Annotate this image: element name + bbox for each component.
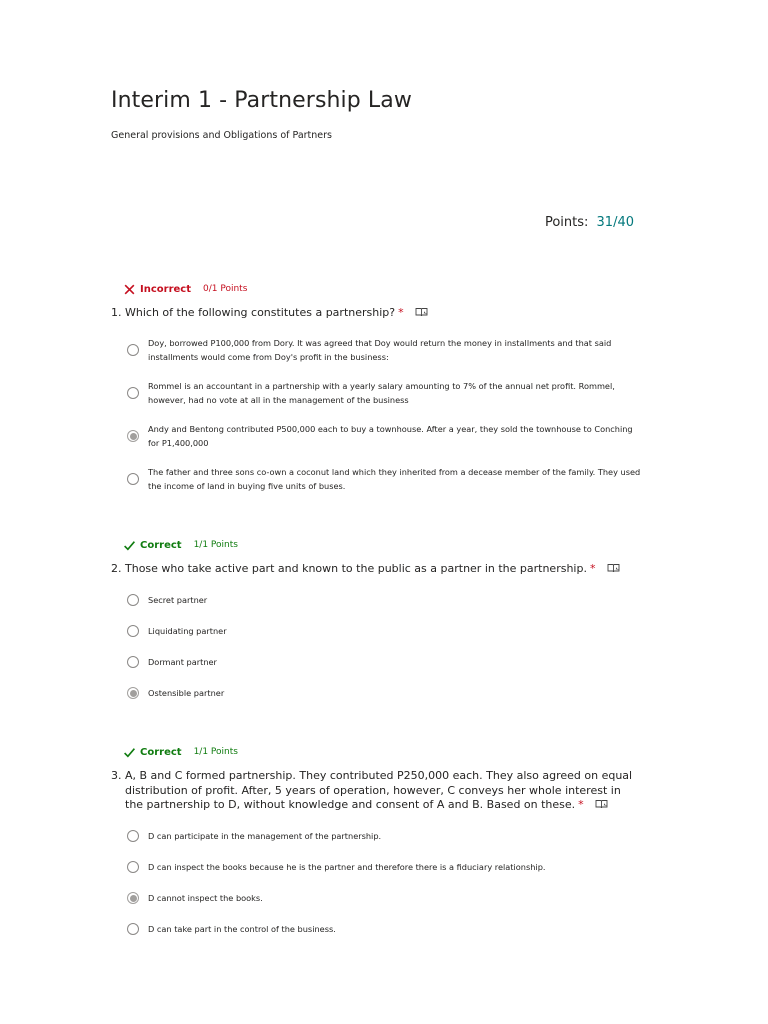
- question-2: [111, 538, 641, 709]
- question-number: 1.: [111, 306, 122, 319]
- points-label: Points:: [544, 215, 589, 230]
- option-label: D can take part in the control of the business.: [148, 923, 336, 934]
- answer-option[interactable]: [127, 372, 641, 415]
- radio-button-selected[interactable]: [127, 687, 139, 699]
- option-label: Secret partner: [148, 594, 208, 605]
- answer-option[interactable]: [127, 415, 641, 458]
- immersive-reader-icon[interactable]: [415, 307, 428, 317]
- question-prompt: A, B and C formed partnership. They contributed P250,000 each. They also agreed on equal distribution of profit. After, 5 years of operation, however, C conveys her whole interest in the partnership to D, without knowledge and consent of A and B. Based on these.: [125, 769, 633, 811]
- radio-button[interactable]: [127, 656, 139, 668]
- answer-options: [127, 821, 641, 945]
- option-label: The father and three sons co-own a coconut land which they inherited from a decease member of the family. They used the income of land in buying five units of buses.: [148, 466, 641, 491]
- option-label: Dormant partner: [148, 656, 217, 667]
- status-text: Correct: [140, 539, 182, 551]
- status-points: 1/1 Points: [193, 747, 238, 757]
- answer-option[interactable]: [127, 883, 641, 914]
- radio-button[interactable]: [127, 625, 139, 637]
- option-label: Andy and Bentong contributed P500,000 each to buy a townhouse. After a year, they sold the townhouse to Conching for P1,400,000: [148, 423, 633, 448]
- points-value: 31/40: [596, 215, 634, 230]
- status-points: 0/1 Points: [203, 284, 248, 294]
- answer-option[interactable]: [127, 329, 641, 372]
- answer-option[interactable]: [127, 585, 641, 616]
- radio-button[interactable]: [127, 923, 139, 935]
- checkmark-icon: [123, 746, 136, 759]
- answer-option[interactable]: [127, 821, 641, 852]
- immersive-reader-icon[interactable]: [595, 799, 608, 809]
- question-status: [123, 282, 641, 296]
- required-marker: *: [578, 798, 584, 811]
- immersive-reader-icon[interactable]: [607, 563, 620, 573]
- option-label: Doy, borrowed P100,000 from Dory. It was agreed that Doy would return the money in installments and that said installments would come from Doy's profit in the business:: [148, 337, 612, 362]
- answer-option[interactable]: [127, 458, 641, 501]
- question-status: [123, 538, 641, 552]
- status-points: 1/1 Points: [193, 540, 238, 550]
- answer-option[interactable]: [127, 647, 641, 678]
- answer-option[interactable]: [127, 616, 641, 647]
- option-label: Liquidating partner: [148, 625, 227, 636]
- radio-button[interactable]: [127, 830, 139, 842]
- answer-option[interactable]: [127, 678, 641, 709]
- radio-button[interactable]: [127, 344, 139, 356]
- status-text: Incorrect: [140, 283, 191, 295]
- question-prompt: Which of the following constitutes a partnership?: [125, 306, 396, 319]
- checkmark-icon: [123, 539, 136, 552]
- points-summary: [545, 215, 634, 230]
- radio-button[interactable]: [127, 861, 139, 873]
- radio-button-selected[interactable]: [127, 892, 139, 904]
- radio-button[interactable]: [127, 473, 139, 485]
- question-text: [111, 306, 641, 321]
- option-label: Rommel is an accountant in a partnership with a yearly salary amounting to 7% of the annual net profit. Rommel, however, had no vote at all in the management of the business: [148, 380, 615, 405]
- status-text: Correct: [140, 746, 182, 758]
- question-text: [111, 562, 641, 577]
- question-1: [111, 282, 641, 501]
- answer-option[interactable]: [127, 852, 641, 883]
- question-3: [111, 745, 641, 945]
- page-subtitle: General provisions and Obligations of Partners: [111, 130, 333, 141]
- answer-options: [127, 329, 641, 501]
- answer-option[interactable]: [127, 914, 641, 945]
- question-number: 2.: [111, 562, 122, 575]
- x-icon: [123, 283, 136, 296]
- question-number: 3.: [111, 769, 122, 782]
- required-marker: *: [589, 562, 596, 575]
- page-title: Interim 1 - Partnership Law: [111, 88, 412, 113]
- option-label: Ostensible partner: [148, 687, 225, 698]
- question-status: [123, 745, 641, 759]
- question-text: [111, 769, 641, 813]
- option-label: D cannot inspect the books.: [148, 892, 263, 903]
- radio-button[interactable]: [127, 594, 139, 606]
- radio-button-selected[interactable]: [127, 430, 139, 442]
- option-label: D can participate in the management of the partnership.: [148, 830, 382, 841]
- option-label: D can inspect the books because he is the partner and therefore there is a fiduciary relationship.: [148, 861, 546, 872]
- answer-options: [127, 585, 641, 709]
- question-prompt: Those who take active part and known to the public as a partner in the partnership.: [125, 562, 587, 575]
- required-marker: *: [398, 306, 404, 319]
- radio-button[interactable]: [127, 387, 139, 399]
